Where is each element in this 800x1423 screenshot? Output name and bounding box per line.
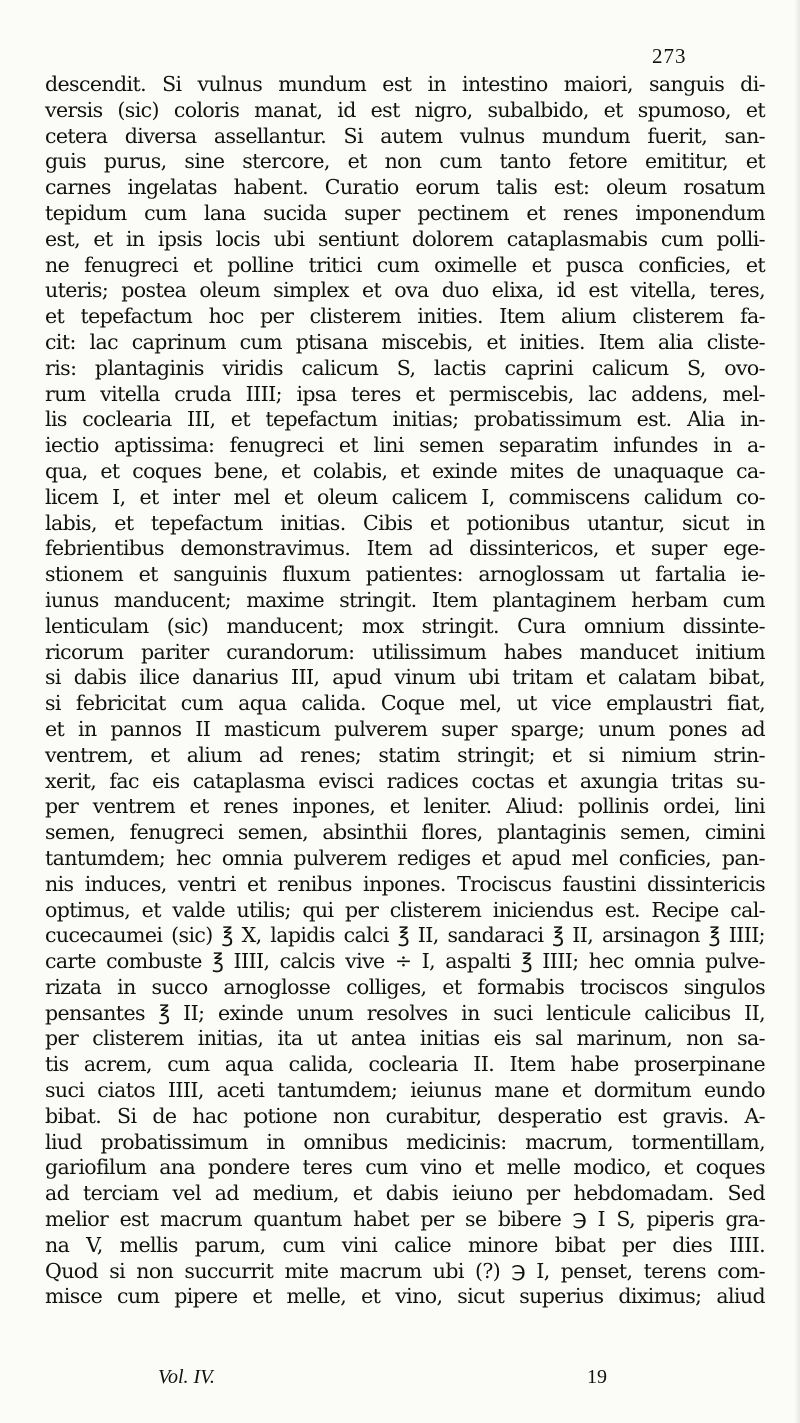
text-line: na V, mellis parum, cum vini calice minore bibat per dies IIII. — [45, 1232, 765, 1257]
text-line: semen, fenugreci semen, absinthii flores, plantaginis semen, cimini — [45, 820, 765, 845]
text-line: lis coclearia III, et tepefactum initias; probatissimum est. Alia in- — [45, 407, 765, 432]
text-line: si dabis ilice danarius III, apud vinum ubi tritam et calatam bibat, — [45, 665, 765, 690]
volume-marker: Vol. IV. — [158, 1366, 215, 1388]
text-line: stionem et sanguinis fluxum patientes: arnoglossam ut fartalia ie- — [45, 562, 765, 587]
signature-mark: 19 — [587, 1366, 607, 1388]
text-line: labis, et tepefactum initias. Cibis et potionibus utantur, sicut in — [45, 510, 765, 535]
text-line: gariofilum ana pondere teres cum vino et melle modico, et coques — [45, 1155, 765, 1180]
text-line: cit: lac caprinum cum ptisana miscebis, et inities. Item alia cliste- — [45, 329, 765, 354]
text-line: cucecaumei (sic) ℥ X, lapidis calci ℥ II, sandaraci ℥ II, arsinagon ℥ IIII; — [45, 923, 765, 948]
text-line: lenticulam (sic) manducent; mox stringit. Cura omnium dissinte- — [45, 613, 765, 638]
text-line: guis purus, sine stercore, et non cum tanto fetore emititur, et — [45, 149, 765, 174]
text-line: liud probatissimum in omnibus medicinis: macrum, tormentillam, — [45, 1129, 765, 1154]
text-line: per clisterem initias, ita ut antea initias eis sal marinum, non sa- — [45, 1026, 765, 1051]
text-line: xerit, fac eis cataplasma evisci radices coctas et axungia tritas su- — [45, 768, 765, 793]
text-line: ventrem, et alium ad renes; statim stringit; et si nimium strin- — [45, 742, 765, 767]
text-line: Quod si non succurrit mite macrum ubi (?) ℈ I, penset, terens com- — [45, 1258, 765, 1283]
text-line: misce cum pipere et melle, et vino, sicut superius diximus; aliud — [45, 1284, 765, 1309]
text-line: ad terciam vel ad medium, et dabis ieiuno per hebdomadam. Sed — [45, 1181, 765, 1206]
text-line: nis induces, ventri et renibus inpones. Trociscus faustini dissintericis — [45, 871, 765, 896]
text-line: cetera diversa assellantur. Si autem vulnus mundum fuerit, san- — [45, 123, 765, 148]
text-line: descendit. Si vulnus mundum est in intestino maiori, sanguis di- — [45, 72, 765, 96]
page-footer — [0, 1366, 800, 1396]
text-line: bibat. Si de hac potione non curabitur, desperatio est gravis. A- — [45, 1103, 765, 1128]
text-line: ricorum pariter curandorum: utilissimum habes manducet initium — [45, 639, 765, 664]
text-line: melior est macrum quantum habet per se bibere ℈ I S, piperis gra- — [45, 1207, 765, 1232]
text-line: tepidum cum lana sucida super pectinem et renes imponendum — [45, 200, 765, 225]
text-line: pensantes ℥ II; exinde unum resolves in suci lenticule calicibus II, — [45, 1000, 765, 1025]
text-line: rizata in succo arnoglosse colliges, et formabis trociscos singulos — [45, 974, 765, 999]
text-line: ne fenugreci et polline tritici cum oximelle et pusca conficies, et — [45, 252, 765, 277]
text-line: ris: plantaginis viridis calicum S, lactis caprini calicum S, ovo- — [45, 355, 765, 380]
text-line: rum vitella cruda IIII; ipsa teres et permiscebis, lac addens, mel- — [45, 381, 765, 406]
text-line: versis (sic) coloris manat, id est nigro, subalbido, et spumoso, et — [45, 97, 765, 122]
text-line: et in pannos II masticum pulverem super sparge; unum pones ad — [45, 716, 765, 741]
text-line: febrientibus demonstravimus. Item ad dissintericos, et super ege- — [45, 536, 765, 561]
text-line: si febricitat cum aqua calida. Coque mel, ut vice emplaustri fiat, — [45, 691, 765, 716]
text-line: licem I, et inter mel et oleum calicem I, commiscens calidum co- — [45, 484, 765, 509]
text-line: tis acrem, cum aqua calida, coclearia II. Item habe proserpinane — [45, 1052, 765, 1077]
text-line: carnes ingelatas habent. Curatio eorum talis est: oleum rosatum — [45, 175, 765, 200]
text-line: suci ciatos IIII, aceti tantumdem; ieiunus mane et dormitum eundo — [45, 1078, 765, 1103]
page-edge-shadow — [794, 0, 800, 1423]
text-line: iectio aptissima: fenugreci et lini semen separatim infundes in a- — [45, 433, 765, 458]
text-line: est, et in ipsis locis ubi sentiunt dolorem cataplasmabis cum polli- — [45, 226, 765, 251]
text-line: iunus manducent; maxime stringit. Item plantaginem herbam cum — [45, 587, 765, 612]
text-line: per ventrem et renes inpones, et leniter. Aliud: pollinis ordei, lini — [45, 794, 765, 819]
text-line: optimus, et valde utilis; qui per clisterem iniciendus est. Recipe cal- — [45, 897, 765, 922]
text-line: tantumdem; hec omnia pulverem rediges et apud mel conficies, pan- — [45, 845, 765, 870]
text-line: qua, et coques bene, et colabis, et exinde mites de unaquaque ca- — [45, 458, 765, 483]
text-line: uteris; postea oleum simplex et ova duo elixa, id est vitella, teres, — [45, 278, 765, 303]
body-text — [45, 72, 765, 1310]
page-number: 273 — [652, 44, 687, 68]
text-line: carte combuste ℥ IIII, calcis vive ÷ I, aspalti ℥ IIII; hec omnia pulve- — [45, 949, 765, 974]
text-line: et tepefactum hoc per clisterem inities. Item alium clisterem fa- — [45, 304, 765, 329]
